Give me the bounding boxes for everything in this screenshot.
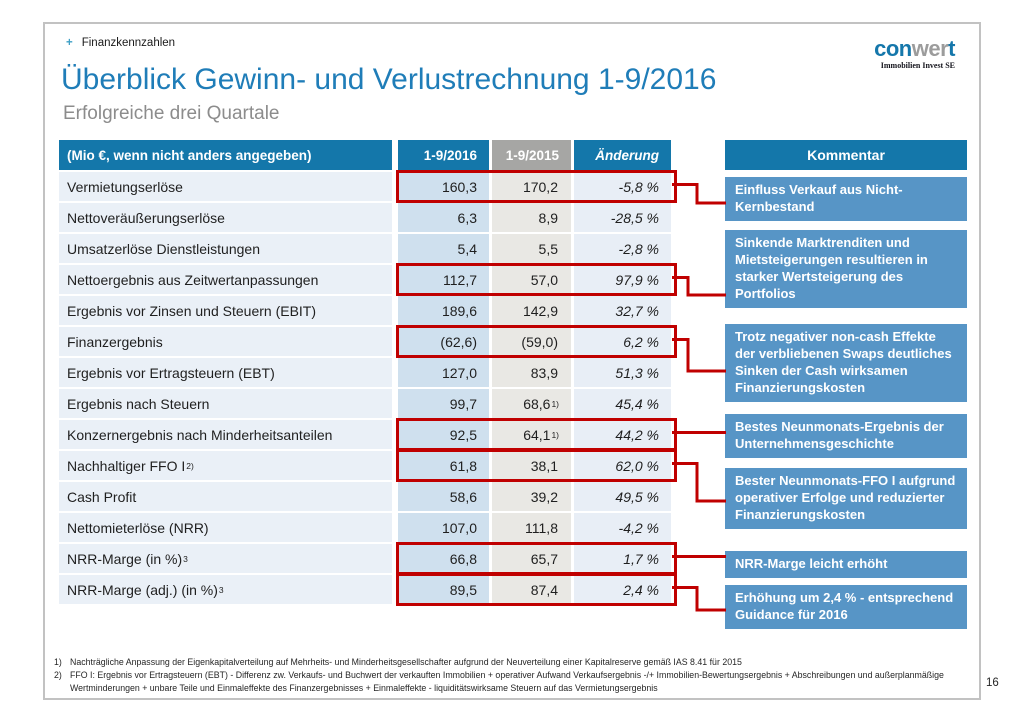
row-label: Finanzergebnis: [59, 327, 392, 356]
logo-plus-icon: t: [948, 36, 955, 61]
header-2015: 1-9/2015: [492, 140, 571, 170]
value-change: 51,3 %: [574, 358, 671, 387]
header-change: Änderung: [574, 140, 671, 170]
highlight-box-nrr-marge-adj: [396, 573, 677, 606]
value-2015: 111,8: [492, 513, 571, 542]
row-label: NRR-Marge (adj.) (in %) 3: [59, 575, 392, 604]
comment-box: Erhöhung um 2,4 % - entsprechend Guidance für 2016: [725, 585, 967, 629]
row-label: Nettoveräußerungserlöse: [59, 203, 392, 232]
value-2016: 99,7: [398, 389, 489, 418]
logo-wordmark: conwert: [874, 36, 955, 61]
value-2016: 6,3: [398, 203, 489, 232]
row-label: Umsatzerlöse Dienstleistungen: [59, 234, 392, 263]
value-change: 6,2 %: [574, 327, 671, 356]
value-change: 32,7 %: [574, 296, 671, 325]
conwert-logo: [874, 38, 955, 70]
breadcrumb: [66, 37, 175, 49]
table-row: [59, 513, 671, 542]
page-title: Überblick Gewinn- und Verlustrechnung 1-9/2016: [61, 63, 717, 96]
value-2016: 58,6: [398, 482, 489, 511]
value-change: 44,2 %: [574, 420, 671, 449]
comment-box: Bestes Neunmonats-Ergebnis der Unternehmensgeschichte: [725, 414, 967, 458]
value-2015: 68,6 1): [492, 389, 571, 418]
table-row: [59, 482, 671, 511]
value-2015: (59,0): [492, 327, 571, 356]
table-header-row: [59, 140, 671, 170]
comment-box: Bester Neunmonats-FFO I aufgrund operativer Erfolge und reduzierter Finanzierungskosten: [725, 468, 967, 529]
page-subtitle: Erfolgreiche drei Quartale: [63, 103, 280, 124]
value-change: 2,4 %: [574, 575, 671, 604]
value-2016: 66,8: [398, 544, 489, 573]
header-2016: 1-9/2016: [398, 140, 489, 170]
comment-box: NRR-Marge leicht erhöht: [725, 551, 967, 578]
value-change: 1,7 %: [574, 544, 671, 573]
value-2015: 64,1 1): [492, 420, 571, 449]
value-change: 45,4 %: [574, 389, 671, 418]
highlight-box-finanzergebnis: [396, 325, 677, 358]
page-number: 16: [986, 677, 999, 689]
value-2016: 61,8: [398, 451, 489, 480]
value-change: 97,9 %: [574, 265, 671, 294]
breadcrumb-label: Finanzkennzahlen: [81, 37, 176, 49]
highlight-box-zeitwertanpassungen: [396, 263, 677, 296]
value-change: -2,8 %: [574, 234, 671, 263]
row-label: Ergebnis nach Steuern: [59, 389, 392, 418]
value-2016: 160,3: [398, 172, 489, 201]
value-change: -28,5 %: [574, 203, 671, 232]
value-change: -5,8 %: [574, 172, 671, 201]
value-change: -4,2 %: [574, 513, 671, 542]
header-label: (Mio €, wenn nicht anders angegeben): [59, 140, 392, 170]
value-2015: 8,9: [492, 203, 571, 232]
value-2015: 5,5: [492, 234, 571, 263]
value-2016: 107,0: [398, 513, 489, 542]
highlight-box-ffo: [396, 449, 677, 482]
comment-column-header: Kommentar: [725, 140, 967, 170]
value-2016: 89,5: [398, 575, 489, 604]
highlight-box-vermietungserloese: [396, 170, 677, 203]
value-2015: 57,0: [492, 265, 571, 294]
value-2015: 38,1: [492, 451, 571, 480]
value-2016: 189,6: [398, 296, 489, 325]
table-row: [59, 358, 671, 387]
value-2015: 87,4: [492, 575, 571, 604]
value-2015: 170,2: [492, 172, 571, 201]
footnote-2: 2) FFO I: Ergebnis vor Ertragsteuern (EBT) - Differenz zw. Verkaufs- und Buchwert der verkauften Immobilien + operativer Aufwand Verkaufsergebnis -/+ Immobilien-Bewertungsergebnis + Abschreibungen und außerplanmäßige Wertminderungen + unbare Teile und Einmaleffekte des Finanzergebnisses + Einmaleffekte - liquiditätswirksame Steuern auf das Vermietungsergebnis: [54, 670, 944, 694]
row-label: Nettomieterlöse (NRR): [59, 513, 392, 542]
value-2015: 65,7: [492, 544, 571, 573]
footnote-1: 1) Nachträgliche Anpassung der Eigenkapitalverteilung auf Mehrheits- und Minderheitsgesellschafter aufgrund der Neuverteilung einer Kapitalreserve gemäß IAS 8.41 für 2015: [54, 657, 742, 667]
row-label: NRR-Marge (in %) 3: [59, 544, 392, 573]
table-row: [59, 296, 671, 325]
plus-icon: +: [66, 37, 73, 49]
comment-box: Sinkende Marktrenditen und Mietsteigerungen resultieren in starker Wertsteigerung des Portfolios: [725, 230, 967, 308]
pnl-table: [59, 140, 671, 606]
value-2015: 142,9: [492, 296, 571, 325]
row-label: Nettoergebnis aus Zeitwertanpassungen: [59, 265, 392, 294]
comment-box: Trotz negativer non-cash Effekte der verbliebenen Swaps deutliches Sinken der Cash wirksamen Finanzierungskosten: [725, 324, 967, 402]
row-label: Ergebnis vor Zinsen und Steuern (EBIT): [59, 296, 392, 325]
row-label: Ergebnis vor Ertragsteuern (EBT): [59, 358, 392, 387]
table-row: [59, 389, 671, 418]
row-label: Vermietungserlöse: [59, 172, 392, 201]
footnotes: [54, 656, 966, 696]
value-2016: 92,5: [398, 420, 489, 449]
value-2015: 39,2: [492, 482, 571, 511]
row-label: Konzernergebnis nach Minderheitsanteilen: [59, 420, 392, 449]
highlight-box-konzernergebnis: [396, 418, 677, 451]
highlight-box-nrr-marge: [396, 542, 677, 575]
value-2016: 5,4: [398, 234, 489, 263]
table-row: [59, 234, 671, 263]
logo-subline: Immobilien Invest SE: [880, 61, 955, 70]
value-2016: (62,6): [398, 327, 489, 356]
table-row: [59, 203, 671, 232]
row-label: Nachhaltiger FFO I 2): [59, 451, 392, 480]
value-change: 49,5 %: [574, 482, 671, 511]
value-change: 62,0 %: [574, 451, 671, 480]
slide-frame: [43, 22, 981, 700]
comment-box: Einfluss Verkauf aus Nicht-Kernbestand: [725, 177, 967, 221]
row-label: Cash Profit: [59, 482, 392, 511]
value-2016: 112,7: [398, 265, 489, 294]
value-2016: 127,0: [398, 358, 489, 387]
value-2015: 83,9: [492, 358, 571, 387]
